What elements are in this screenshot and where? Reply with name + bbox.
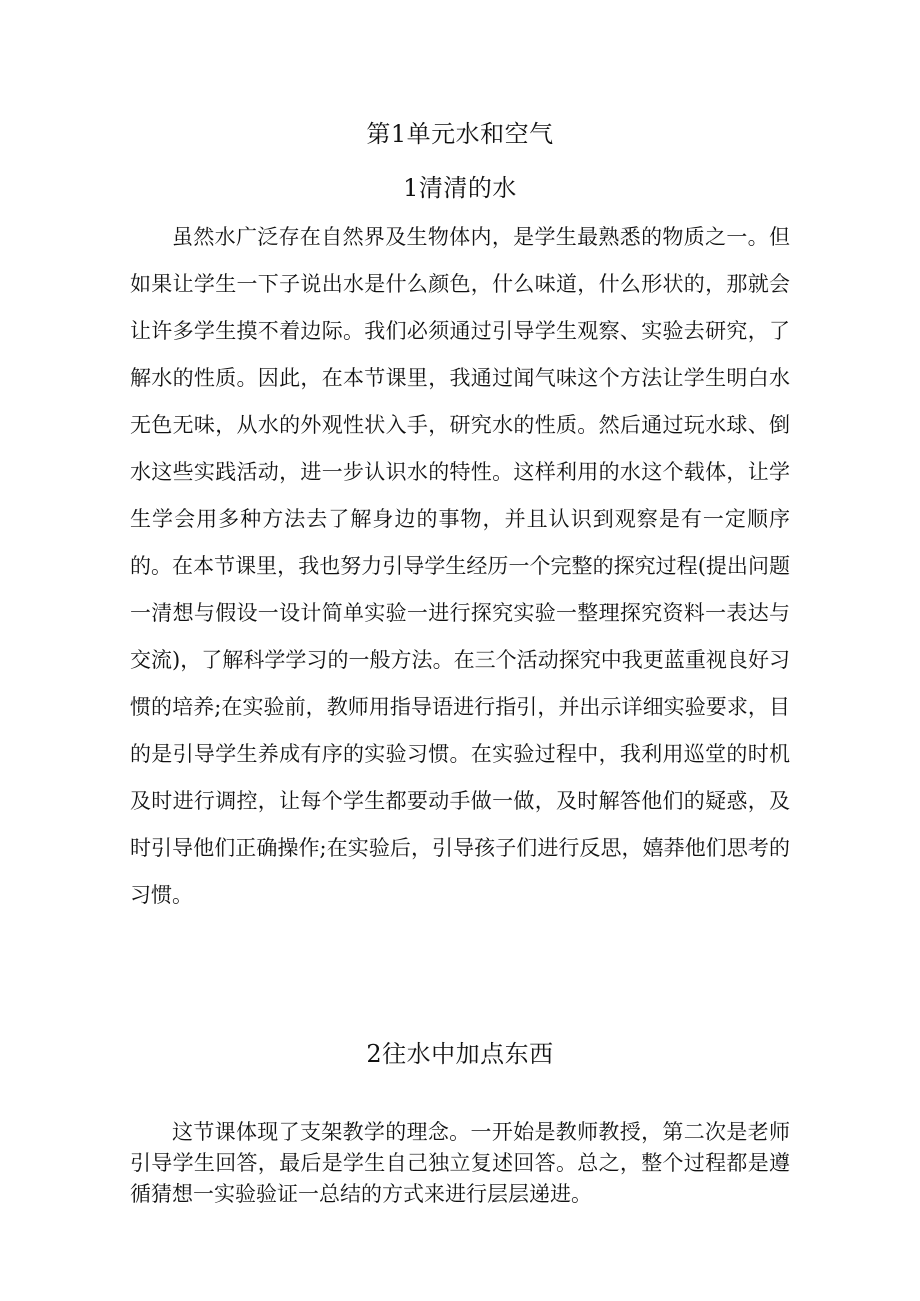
lesson-1-paragraph: 虽然水广泛存在自然界及生物体内，是学生最熟悉的物质之一。但如果让学生一下子说出水是什么颜色，什么味道，什么形状的，那就会让许多学生摸不着边际。我们必须通过引导学生观察、实验去研究，了解水的性质。因此，在本节课里，我通过闻气味这个方法让学生明白水无色无味，从水的外观性状入手，研究水的性质。然后通过玩水球、倒水这些实践活动，进一步认识水的特性。这样利用的水这个载体，让学生学会用多种方法去了解身边的事物，并且认识到观察是有一定顺序的。在本节课里，我也努力引导学生经历一个完整的探究过程(提出问题一清想与假设一设计简单实验一进行探究实验一整理探究资料一表达与交流)，了解科学学习的一般方法。在三个活动探究中我更蓝重视良好习惯的培养;在实验前，教师用指导语进行指引，并出示详细实验要求，目的是引导学生养成有序的实验习惯。在实验过程中，我利用巡堂的时机及时进行调控，让每个学生都要动手做一做，及时解答他们的疑惑，及时引导他们正确操作;在实验后，引导孩子们进行反思，嬉莽他们思考的习惯。: [130, 225, 790, 907]
lesson-2-title: 2往水中加点东西: [366, 1040, 554, 1068]
unit-title: 第1单元水和空气: [366, 120, 554, 148]
lesson-1-title: 1清清的水: [403, 174, 517, 202]
lesson-2-paragraph: 这节课体现了支架教学的理念。一开始是教师教授，第二次是老师引导学生回答，最后是学生自己独立复述回答。总之，整个过程都是遵循猜想一实验验证一总结的方式来进行层层递进。: [130, 1120, 790, 1206]
